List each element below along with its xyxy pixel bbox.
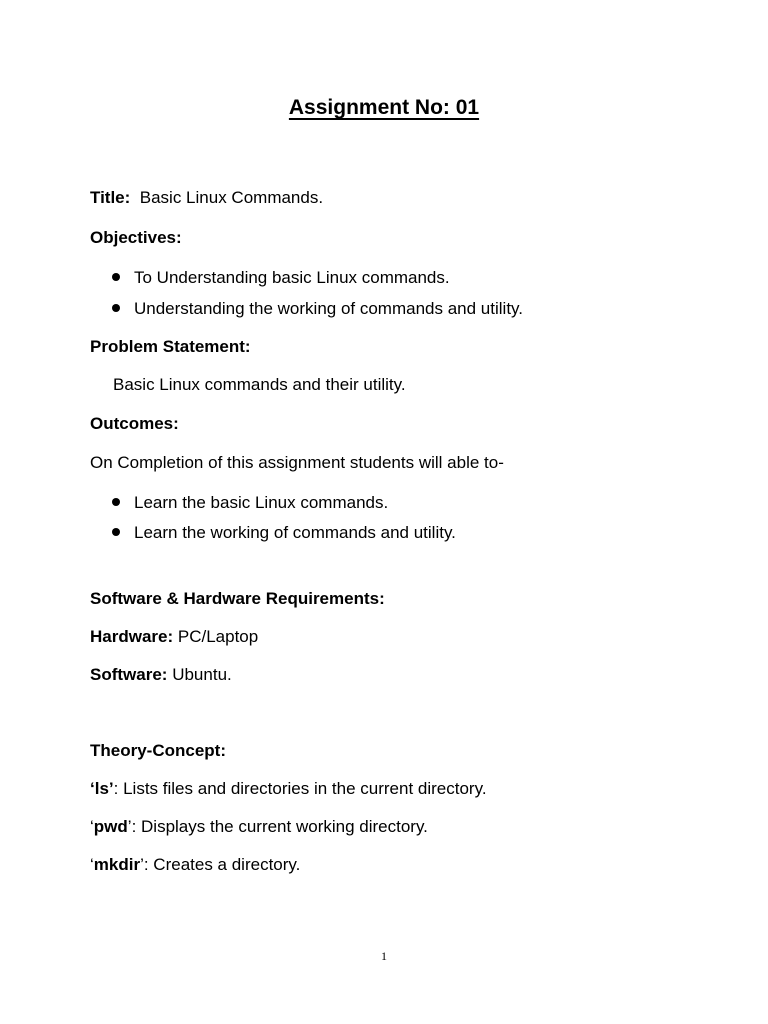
software-label: Software: [90, 665, 168, 684]
command-mkdir: ‘mkdir’: Creates a directory. [90, 855, 301, 874]
title-value: Basic Linux Commands. [139, 188, 324, 207]
requirements-label: Software & Hardware Requirements: [90, 589, 385, 608]
assignment-heading: Assignment No: 01 [288, 96, 480, 119]
objectives-label: Objectives: [90, 228, 182, 247]
bullet-icon [112, 273, 120, 281]
command-name: pwd [93, 817, 128, 836]
outcomes-intro: On Completion of this assignment students will able to- [90, 453, 504, 472]
objective-item: To Understanding basic Linux commands. [112, 267, 450, 289]
command-desc: : Displays the current working directory. [131, 817, 428, 836]
problem-statement-text: Basic Linux commands and their utility. [113, 375, 406, 394]
bullet-icon [112, 528, 120, 536]
software-value: Ubuntu. [172, 665, 232, 684]
outcome-item: Learn the basic Linux commands. [112, 492, 388, 514]
objective-item: Understanding the working of commands and utility. [112, 298, 523, 320]
command-desc: : Creates a directory. [143, 855, 301, 874]
hardware-value: PC/Laptop [177, 627, 259, 646]
title-label: Title: [90, 188, 131, 207]
command-ls: ‘ls’: Lists files and directories in the current directory. [90, 779, 487, 798]
outcomes-label: Outcomes: [90, 414, 179, 433]
title-line [90, 187, 323, 209]
command-name: mkdir [93, 855, 141, 874]
command-pwd: ‘pwd’: Displays the current working directory. [90, 817, 428, 836]
page-number: 1 [381, 949, 387, 963]
hardware-line [90, 626, 258, 648]
software-line [90, 664, 232, 686]
command-desc: : Lists files and directories in the current directory. [113, 779, 487, 798]
outcome-item: Learn the working of commands and utility. [112, 522, 456, 544]
bullet-icon [112, 304, 120, 312]
command-name: ls [94, 779, 109, 798]
hardware-label: Hardware: [90, 627, 174, 646]
bullet-icon [112, 498, 120, 506]
theory-label: Theory-Concept: [90, 741, 226, 760]
problem-statement-label: Problem Statement: [90, 337, 251, 356]
